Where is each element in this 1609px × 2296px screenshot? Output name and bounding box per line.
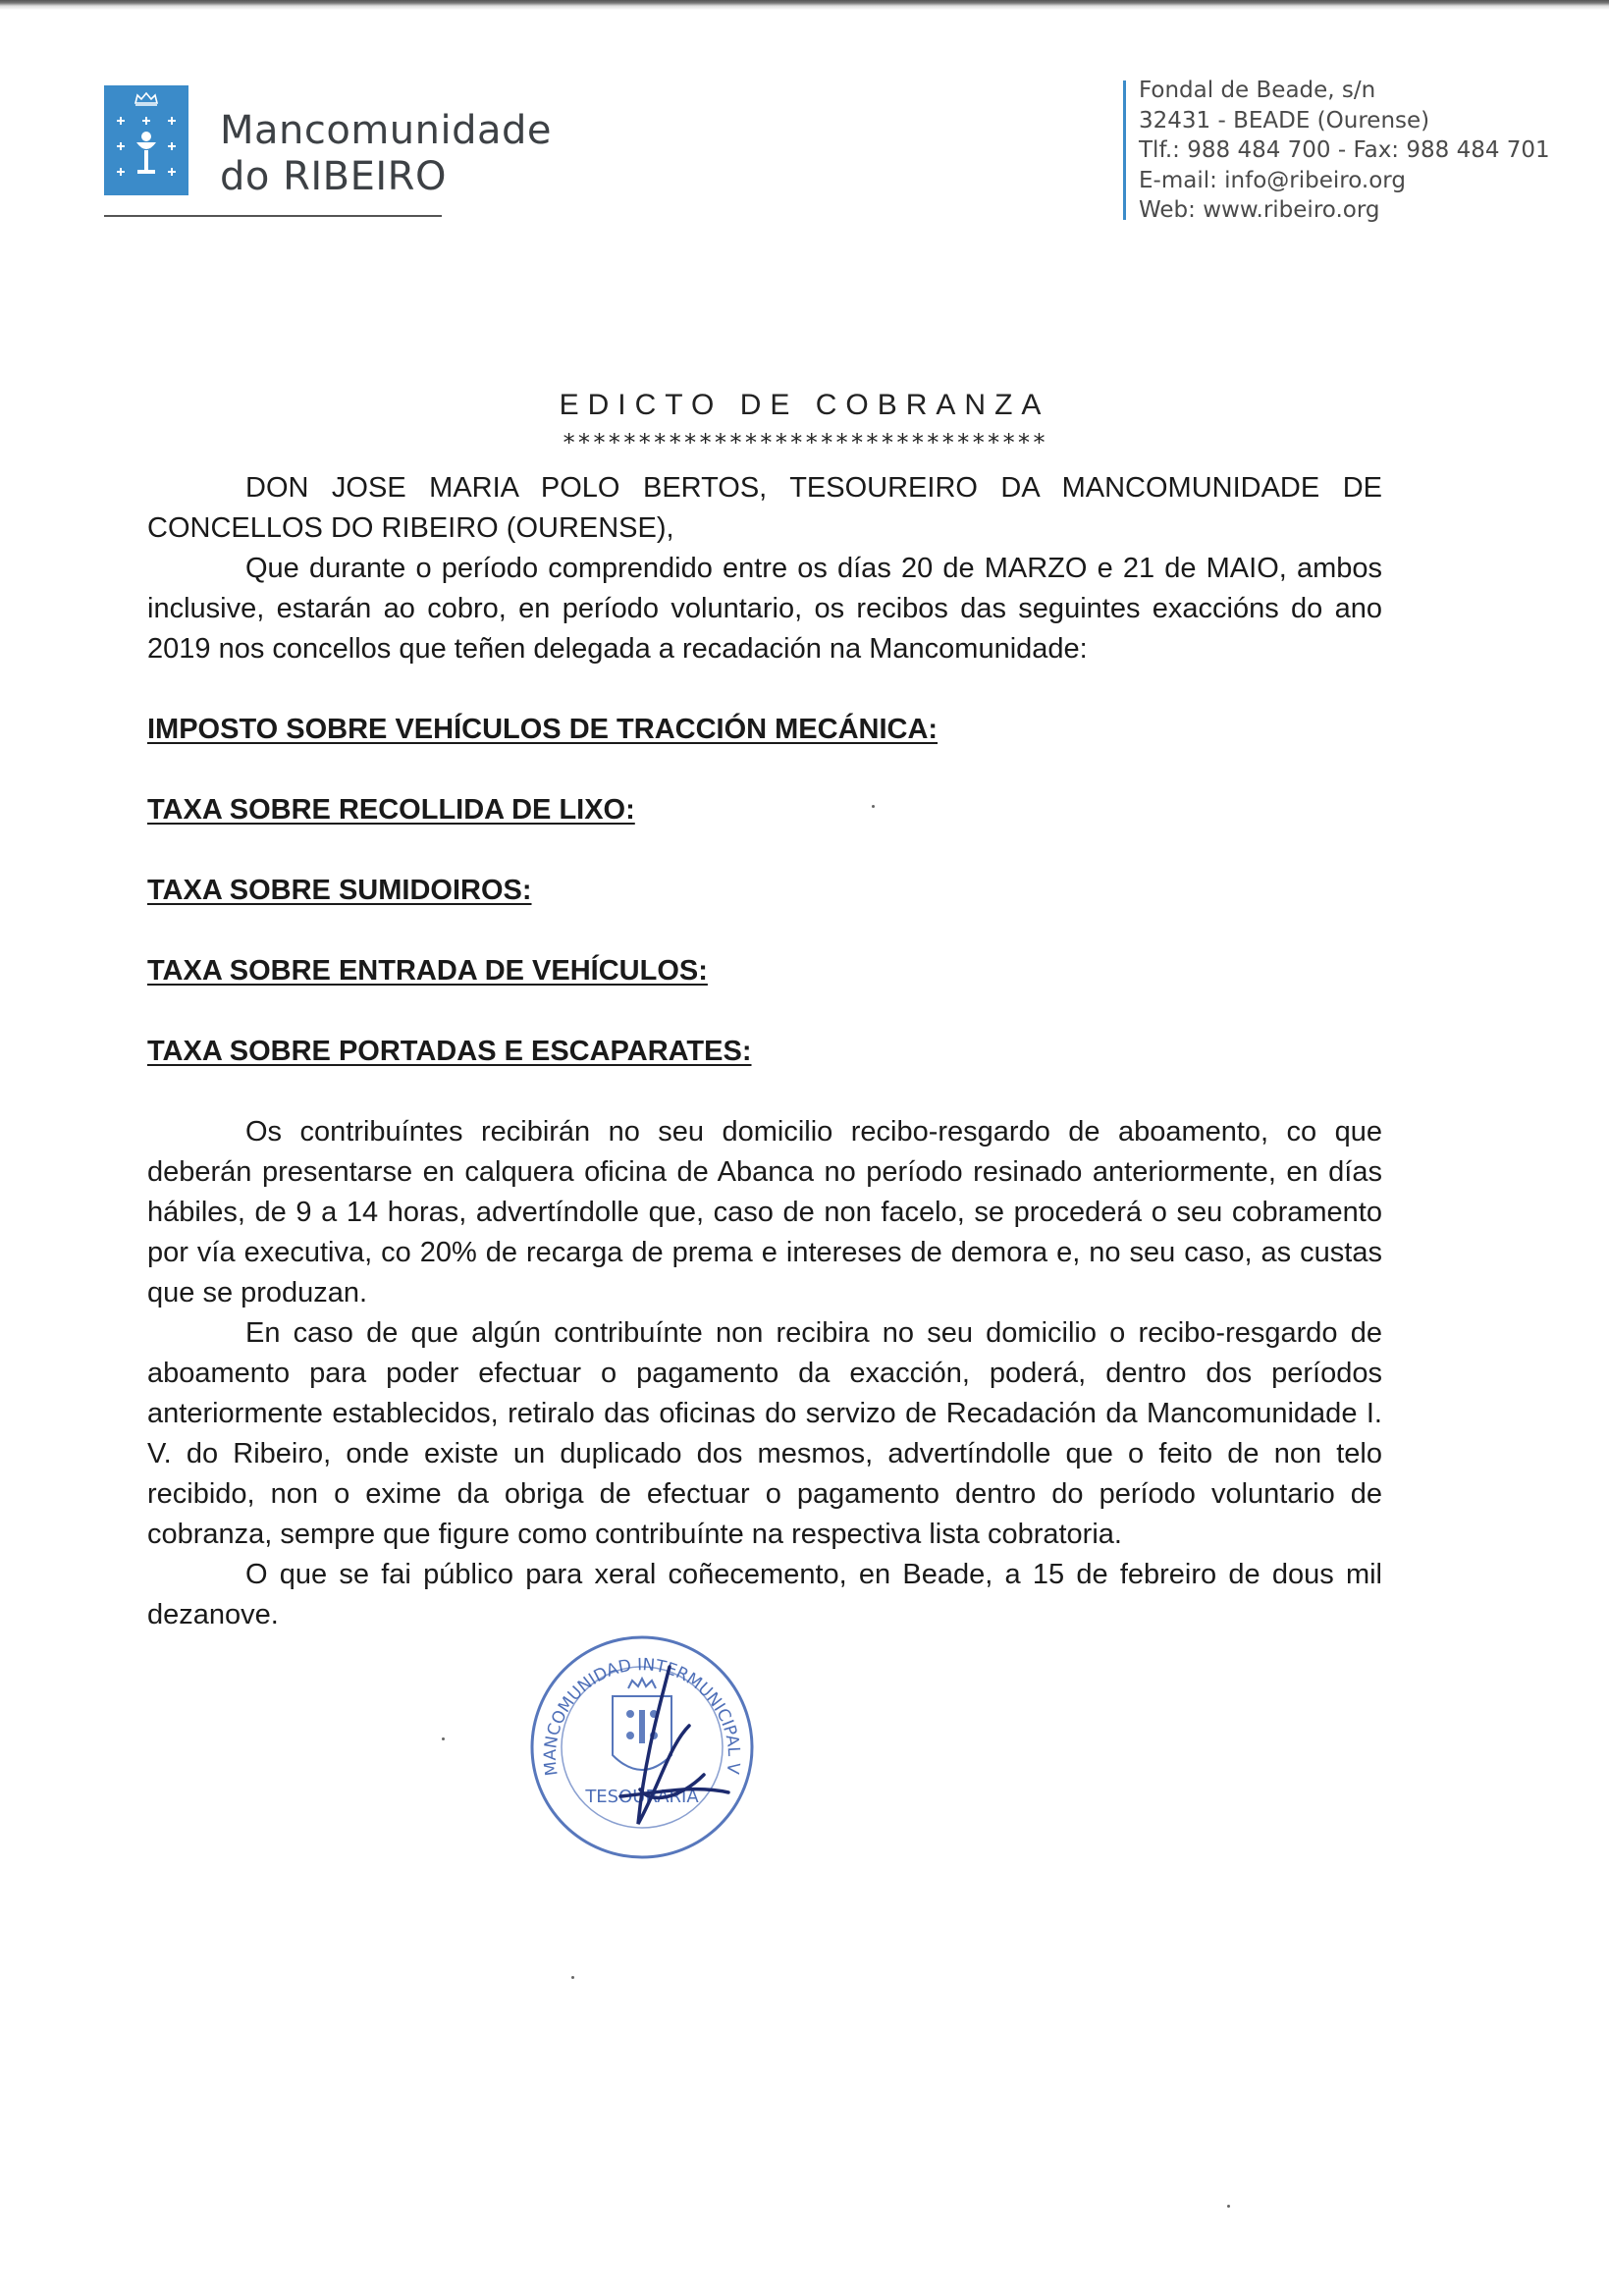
spacer xyxy=(147,750,1382,790)
contact-address: Fondal de Beade, s/n xyxy=(1139,78,1376,103)
contact-phone-fax: Tlf.: 988 484 700 - Fax: 988 484 701 xyxy=(1139,137,1550,163)
coat-of-arms-icon xyxy=(104,85,188,195)
intro-paragraph: DON JOSE MARIA POLO BERTOS, TESOUREIRO DA MANCOMUNIDADE DE CONCELLOS DO RIBEIRO (OURENSE), xyxy=(147,472,1382,544)
document-title: EDICTO DE COBRANZA xyxy=(559,389,1050,421)
duplicate-paragraph: En caso de que algún contribuínte non recibira no seu domicilio o recibo-resgardo de aboamento para poder efectuar o pagamento da exacción, poderá, dentro dos períodos anteriormente establecidos, retiralo das oficinas do servizo de Recadación da Mancomunidade I. V. do Ribeiro, onde existe un duplicado dos mesmos, advertíndolle que o feito de non telo recibido, non o exime da obriga de efectuar o pagamento dentro do período voluntario de cobranza, sempre que figure como contribuínte na respectiva lista cobratoria. xyxy=(147,1317,1382,1550)
seal-center-text: TESOURARIA xyxy=(585,1787,699,1807)
spacer xyxy=(147,669,1382,710)
contact-email: E-mail: info@ribeiro.org xyxy=(1139,167,1406,193)
svg-text:MANCOMUNIDAD INTERMUNICIPAL VO xyxy=(522,1628,743,1777)
tax-heading: TAXA SOBRE ENTRADA DE VEHÍCULOS: xyxy=(147,955,708,987)
tax-heading: TAXA SOBRE PORTADAS E ESCAPARATES: xyxy=(147,1036,752,1067)
closing-paragraph: O que se fai público para xeral coñecemento, en Beade, a 15 de febreiro de dous mil dezanove. xyxy=(147,1559,1382,1630)
spacer xyxy=(147,830,1382,871)
title-asterisk-rule: ******************************** xyxy=(562,429,1047,456)
letterhead-divider xyxy=(104,215,442,217)
contact-postcode: 32431 - BEADE (Ourense) xyxy=(1139,107,1430,133)
spacer xyxy=(147,991,1382,1032)
scan-edge xyxy=(0,0,1609,10)
organization-name-line1: Mancomunidade xyxy=(220,108,553,153)
scan-speck xyxy=(571,1976,574,1979)
contact-block xyxy=(1139,76,1550,226)
payment-paragraph: Os contribuíntes recibirán no seu domicilio recibo-resgardo de aboamento, co que deberán presentarse en calquera oficina de Abanca no período resinado anteriormente, en días hábiles, de 9 a 14 horas, advertíndolle que, caso de non facelo, se procederá o seu cobramento por vía executiva, co 20% de recarga de prema e intereses de demora e, no seu caso, as custas que se produzan. xyxy=(147,1116,1382,1308)
contact-web: Web: www.ribeiro.org xyxy=(1139,197,1380,223)
scan-speck xyxy=(1227,2205,1230,2208)
organization-name xyxy=(220,108,552,200)
tax-heading: IMPOSTO SOBRE VEHÍCULOS DE TRACCIÓN MECÁNICA: xyxy=(147,714,939,745)
spacer xyxy=(147,1072,1382,1112)
spacer xyxy=(147,911,1382,951)
treasury-seal-stamp xyxy=(522,1628,762,1867)
tax-heading: TAXA SOBRE SUMIDOIROS: xyxy=(147,875,532,906)
organization-name-line2: do RIBEIRO xyxy=(220,154,447,199)
document-body xyxy=(147,468,1382,1635)
period-paragraph: Que durante o período comprendido entre os días 20 de MARZO e 21 de MAIO, ambos inclusive, estarán ao cobro, en período voluntario, os recibos das seguintes exaccións do ano 2019 nos concellos que teñen delegada a recadación na Mancomunidade: xyxy=(147,553,1382,665)
tax-heading: TAXA SOBRE RECOLLIDA DE LIXO: xyxy=(147,794,635,826)
scan-speck xyxy=(442,1737,445,1740)
contact-accent-bar xyxy=(1123,80,1126,220)
scan-speck xyxy=(872,805,875,808)
seal-ring-text: MANCOMUNIDAD INTERMUNICIPAL V xyxy=(540,1655,744,1778)
